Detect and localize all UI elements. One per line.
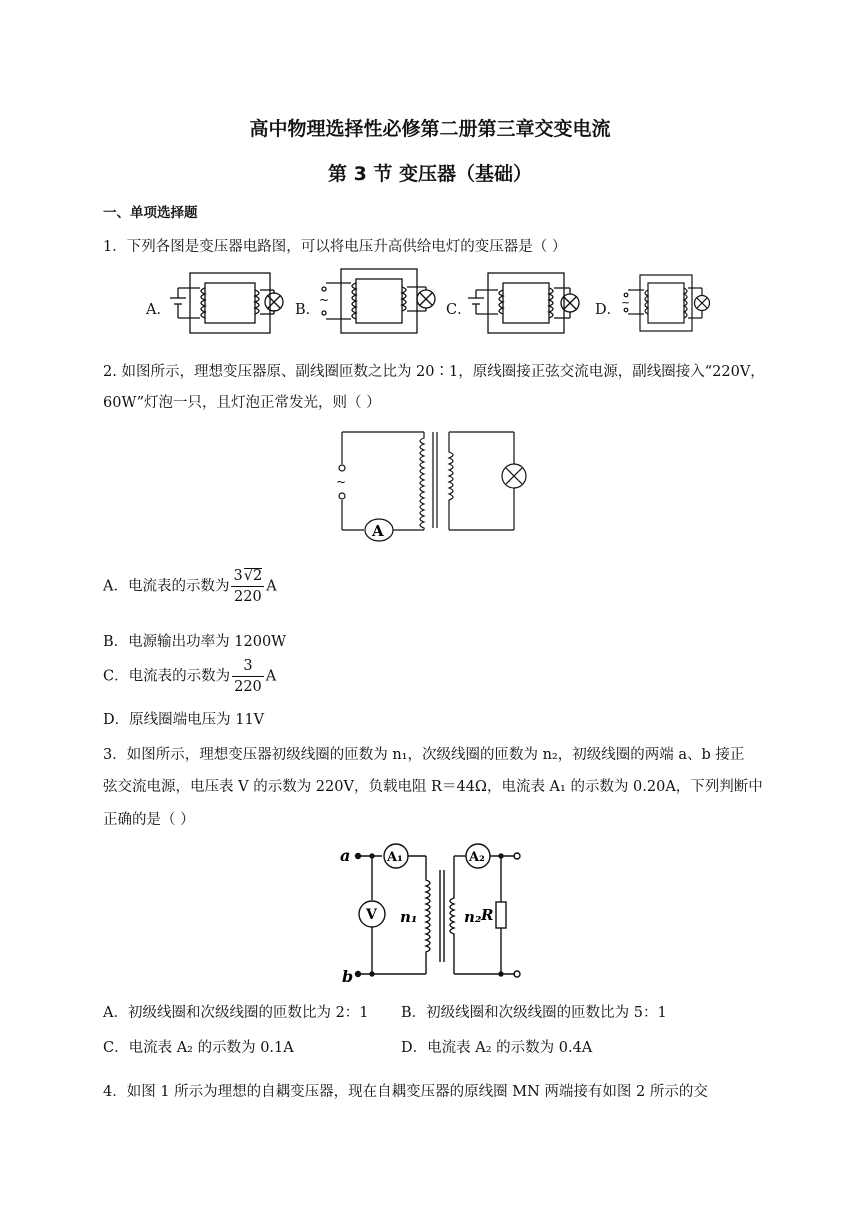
q3-resistor-label: R xyxy=(481,906,494,924)
q2-stem-line1: 2. 如图所示，理想变压器原、副线圈匝数之比为 20∶1，原线圈接正弦交流电源，副线圈接入“220V， xyxy=(103,364,765,380)
q1-diagram-b xyxy=(316,265,441,337)
q3-option-a: A．初级线圈和次级线圈的匝数比为 2：1 xyxy=(103,1005,369,1021)
q1-label-c: C． xyxy=(446,302,472,318)
q2-option-a-coef: 3 xyxy=(233,568,243,584)
q3-ammeter-a1-label: A₁ xyxy=(387,850,403,865)
q2-option-a-unit: A xyxy=(266,578,277,595)
q1-label-d: D． xyxy=(595,302,622,318)
q1-d-ac-symbol: ~ xyxy=(621,296,631,309)
page-title: 高中物理选择性必修第二册第三章交变电流 xyxy=(249,118,611,140)
q1-diagram-d xyxy=(616,270,716,336)
q2-option-a-root: 2 xyxy=(252,568,263,584)
q3-terminal-a: a xyxy=(340,846,351,865)
q2-ammeter-label: A xyxy=(372,522,384,540)
q2-option-a-text: A．电流表的示数为 xyxy=(103,578,230,595)
q3-n2-label: n₂ xyxy=(464,908,482,926)
q2-option-c-text: C．电流表的示数为 xyxy=(103,668,231,685)
q2-option-c xyxy=(103,656,276,697)
q2-ac-symbol: ~ xyxy=(336,475,347,489)
q3-stem-line3: 正确的是（ ） xyxy=(103,812,195,828)
q1-diagram-c xyxy=(466,268,591,338)
q2-option-d: D．原线圈端电压为 11V xyxy=(103,712,265,728)
q3-voltmeter-label: V xyxy=(366,907,377,923)
q3-stem-line1: 3．如图所示，理想变压器初级线圈的匝数为 n₁，次级线圈的匝数为 n₂，初级线圈的两端 a、b 接正 xyxy=(103,747,745,763)
q1-label-b: B． xyxy=(295,302,321,318)
page-subtitle: 第 3 节 变压器（基础） xyxy=(327,163,533,185)
q1-b-ac-symbol: ~ xyxy=(319,293,330,307)
q2-option-b: B．电源输出功率为 1200W xyxy=(103,634,287,650)
q3-stem-line2: 弦交流电源，电压表 V 的示数为 220V，负载电阻 R＝44Ω，电流表 A₁ 的示数为 0.20A，下列判断中 xyxy=(103,779,763,795)
q4-stem-line1: 4．如图 1 所示为理想的自耦变压器，现在自耦变压器的原线圈 MN 两端接有如图 2 所示的交 xyxy=(103,1084,708,1100)
q2-option-a-denominator: 220 xyxy=(234,589,262,605)
q1-label-a: A． xyxy=(146,302,171,318)
section-heading: 一、单项选择题 xyxy=(103,205,198,221)
q3-n1-label: n₁ xyxy=(400,908,418,926)
q2-option-c-denominator: 220 xyxy=(234,679,262,695)
q2-circuit-diagram xyxy=(332,428,527,548)
q2-option-c-numerator: 3 xyxy=(232,656,264,677)
q2-option-a-fraction: $\frac{3√2}{220}$ xyxy=(233,568,263,605)
q3-option-b: B．初级线圈和次级线圈的匝数比为 5：1 xyxy=(401,1005,667,1021)
q1-diagram-a xyxy=(168,268,298,338)
q2-stem-line2: 60W”灯泡一只，且灯泡正常发光，则（ ） xyxy=(103,395,381,411)
q3-circuit-diagram xyxy=(340,842,530,987)
q3-option-d: D．电流表 A₂ 的示数为 0.4A xyxy=(401,1040,593,1056)
q2-option-a xyxy=(103,566,277,607)
q3-ammeter-a2-label: A₂ xyxy=(469,850,485,865)
q2-option-c-fraction xyxy=(232,656,264,697)
q1-stem: 1．下列各图是变压器电路图，可以将电压升高供给电灯的变压器是（ ） xyxy=(103,239,567,255)
q3-terminal-b: b xyxy=(342,967,354,986)
q2-option-c-unit: A xyxy=(265,668,277,685)
q3-option-c: C．电流表 A₂ 的示数为 0.1A xyxy=(103,1040,294,1056)
